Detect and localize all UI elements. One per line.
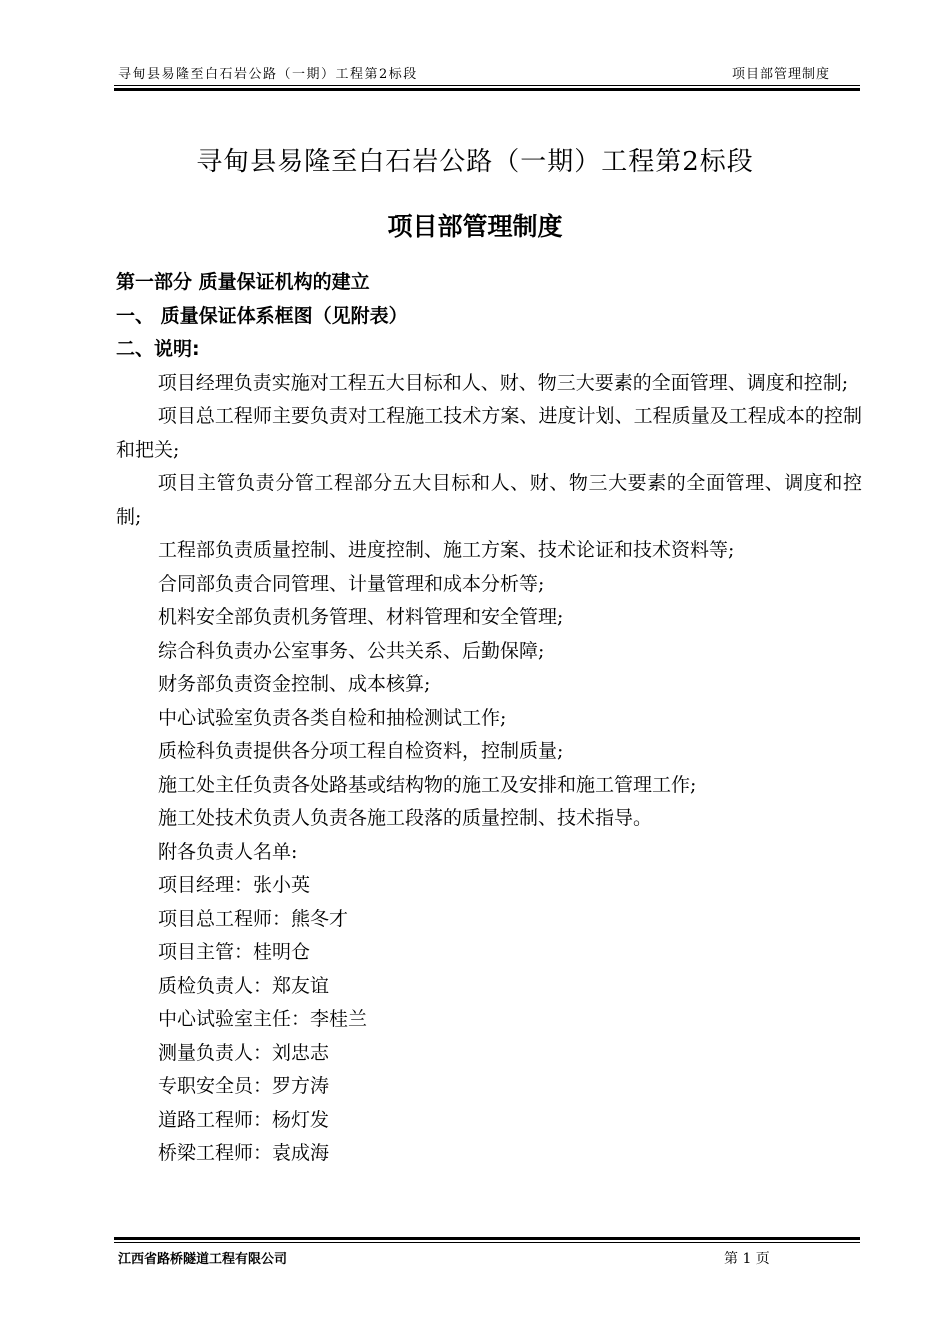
personnel-item: 专职安全员：罗方涛 — [158, 1075, 330, 1097]
heading-explanation: 二、说明: — [116, 338, 200, 360]
document-body — [116, 266, 862, 1171]
duty-line: 财务部负责资金控制、成本核算; — [158, 673, 431, 695]
duty-line: 质检科负责提供各分项工程自检资料，控制质量; — [158, 740, 564, 762]
paragraph-project-manager: 项目经理负责实施对工程五大目标和人、财、物三大要素的全面管理、调度和控制; — [157, 371, 849, 394]
personnel-list-label: 附各负责人名单: — [158, 840, 298, 863]
personnel-item: 质检负责人：郑友谊 — [158, 974, 330, 997]
duty-line: 施工处主任负责各处路基或结构物的施工及安排和施工管理工作; — [158, 773, 697, 796]
duty-line: 工程部负责质量控制、进度控制、施工方案、技术论证和技术资料等; — [158, 539, 735, 561]
document-title: 寻甸县易隆至白石岩公路（一期）工程第2标段 — [196, 147, 754, 177]
duty-line: 中心试验室负责各类自检和抽检测试工作; — [158, 706, 507, 729]
paragraph-chief-engineer: 项目总工程师主要负责对工程施工技术方案、进度计划、工程质量及工程成本的控制和把关; — [116, 405, 862, 461]
duty-line: 综合科负责办公室事务、公共关系、后勤保障; — [158, 639, 545, 662]
part-heading: 第一部分 质量保证机构的建立 — [116, 271, 370, 293]
personnel-item: 道路工程师：杨灯发 — [158, 1108, 330, 1131]
personnel-item: 测量负责人：刘忠志 — [158, 1041, 330, 1064]
paragraph-project-supervisor: 项目主管负责分管工程部分五大目标和人、财、物三大要素的全面管理、调度和控制; — [116, 472, 862, 528]
header-rule — [114, 85, 860, 91]
personnel-item: 中心试验室主任：李桂兰 — [158, 1008, 368, 1030]
personnel-item: 桥梁工程师：袁成海 — [158, 1142, 330, 1164]
personnel-item: 项目经理：张小英 — [158, 874, 311, 896]
personnel-item: 项目主管：桂明仓 — [158, 941, 311, 963]
heading-quality-system: 一、 质量保证体系框图（见附表） — [116, 304, 408, 327]
footer-company: 江西省路桥隧道工程有限公司 — [118, 1252, 288, 1267]
page-number: 第 1 页 — [724, 1251, 770, 1267]
document-subtitle: 项目部管理制度 — [387, 212, 563, 241]
footer-rule — [114, 1237, 860, 1243]
duty-line: 合同部负责合同管理、计量管理和成本分析等; — [158, 572, 545, 595]
running-header-left: 寻甸县易隆至白石岩公路（一期）工程第2标段 — [118, 67, 418, 82]
duty-line: 施工处技术负责人负责各施工段落的质量控制、技术指导。 — [158, 807, 653, 829]
duty-line: 机料安全部负责机务管理、材料管理和安全管理; — [158, 606, 564, 628]
personnel-item: 项目总工程师：熊冬才 — [158, 907, 349, 930]
running-header-right: 项目部管理制度 — [731, 67, 830, 82]
